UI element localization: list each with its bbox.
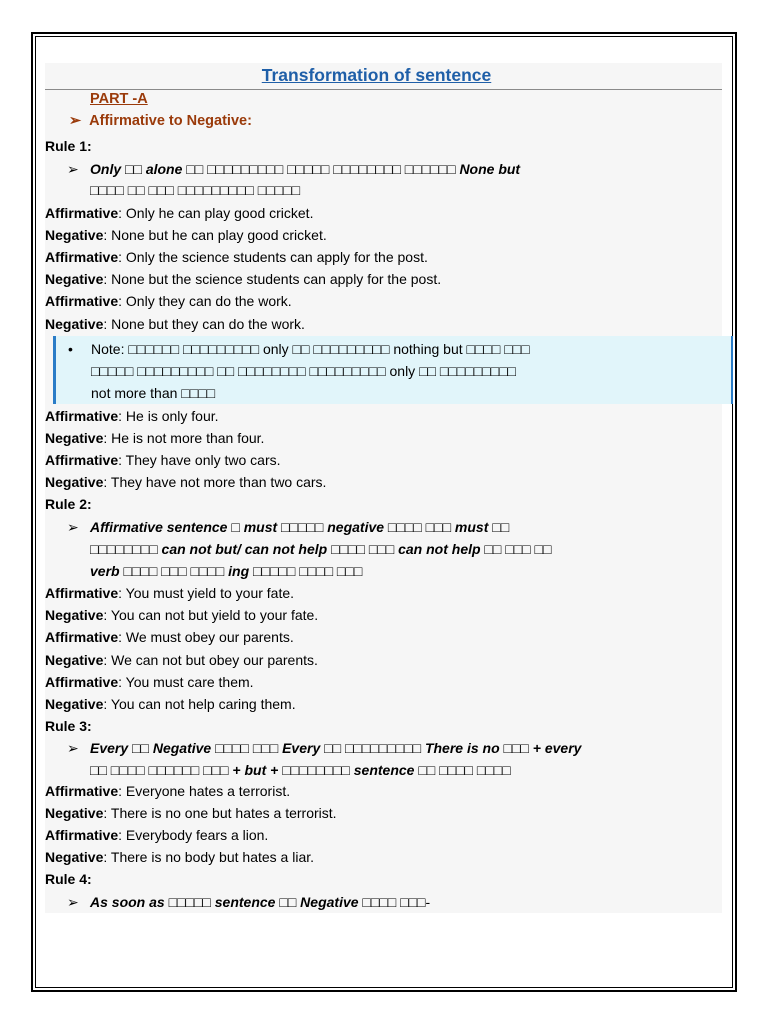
keyword: None but — [459, 161, 521, 177]
note-line: not more than □□□□ — [91, 385, 216, 401]
subheading-text: Affirmative to Negative: — [89, 113, 252, 129]
example-line: Affirmative: Only he can play good cricket. — [45, 205, 314, 221]
example-line: Negative: We can not but obey our parents. — [45, 652, 318, 668]
example-line: Negative: None but they can do the work. — [45, 316, 305, 332]
bullet-dot-icon: • — [68, 341, 73, 357]
example-line: Affirmative: We must obey our parents. — [45, 629, 294, 645]
example-line: Affirmative: He is only four. — [45, 408, 219, 424]
document-body: Transformation of sentence PART -A ➢ Affirmative to Negative: Rule 1: ➢ Only □□ alone □□ □□□□□□□□□ □□□□□ □□□□□□□□ □□□□□□ None but □□□□ □□ □□□ □□□□□□□□□ □□□□□ Affirmative: Only he can play good cricket. Negative: None but he can play good cricket. Affirmative: Only the science students can apply for the post. Negative: None but the science students can apply for the post. Affirmative: Only they can do the work. Negative: None but they can do the work. • Note: □□□□□□ □□□□□□□□□ only □□ □□□□□□□□□ nothing but □□□□ □□□ □□□□□ □□□□□□□□□ □□ □□□□□□□□ □□□□□□□□□ only □□ □□□□□□□□□ not more than □□□□ Affirmative: He is only four. Negative: He is not more than four. Affirmative: They have only two cars. Negative: They have not more than two cars. Rule 2: ➢ Affirmative sentence □ must □□□□□ negative □□□□ □□□ must □□ □□□□□□□□ can not but/ can not help □□□□ □□□ can not help □□ □□□ □□ verb □□□□ □□□ □□□□ ing □□□□□ □□□□ □□□ Affirmative: You must yield to your fate. Negative: You can not but yield to your fate. Affirmative: We must obey our parents. Negative: We can not but obey our parents. Affirmative: You must care them. Negative: You can not help caring them. Rule 3: ➢ Every □□ Negative □□□□ □□□ Every □□ □□□□□□□□□ There is no □□□ + every □□ □□□□ □□□□□□ □□□ + but + □□□□□□□□ sentence □□ □□□□ □□□□ Affirmative: Everyone hates a terrorist. Negative: There is no one but hates a terrorist. Affirmative: Everybody fears a lion. Negative: There is no body but hates a liar. Rule 4: ➢ As soon as □□□□□ sentence □□ Negative □□□□ □□□- — [45, 63, 722, 913]
note-box — [53, 336, 733, 404]
example-line: Affirmative: Everyone hates a terrorist. — [45, 783, 291, 799]
rule-3-label: Rule 3: — [45, 718, 92, 734]
example-line: Negative: None but he can play good cricket. — [45, 227, 327, 243]
rule-2-text-line2: □□□□□□□□ can not but/ can not help □□□□ □□□ can not help □□ □□□ □□ — [90, 541, 552, 557]
note-line: Note: □□□□□□ □□□□□□□□□ only □□ □□□□□□□□□ nothing but □□□□ □□□ — [91, 341, 530, 357]
example-line: Affirmative: Only the science students can apply for the post. — [45, 249, 428, 265]
arrow-bullet-icon: ➢ — [67, 740, 79, 756]
example-line: Affirmative: You must care them. — [45, 674, 254, 690]
example-line: Negative: He is not more than four. — [45, 430, 265, 446]
arrow-bullet-icon: ➢ — [67, 519, 79, 535]
example-line: Affirmative: They have only two cars. — [45, 452, 281, 468]
keyword: alone — [145, 161, 183, 177]
arrow-bullet-icon: ➢ — [69, 113, 82, 129]
arrow-bullet-icon: ➢ — [67, 894, 79, 910]
example-line: Negative: They have not more than two cars. — [45, 474, 327, 490]
rule-4-label: Rule 4: — [45, 871, 92, 887]
rule-2-label: Rule 2: — [45, 496, 92, 512]
example-line: Negative: There is no one but hates a terrorist. — [45, 805, 337, 821]
rule-1-label: Rule 1: — [45, 138, 92, 154]
subheading — [69, 113, 252, 129]
example-line: Negative: You can not help caring them. — [45, 696, 296, 712]
example-line: Negative: None but the science students can apply for the post. — [45, 271, 442, 287]
example-line: Negative: There is no body but hates a liar. — [45, 849, 315, 865]
rule-2-text-line3: verb □□□□ □□□ □□□□ ing □□□□□ □□□□ □□□ — [90, 563, 363, 579]
text: □□ □□□□□□□□□ □□□□□ □□□□□□□□ □□□□□□ — [182, 161, 460, 177]
rule-3-text-line2: □□ □□□□ □□□□□□ □□□ + but + □□□□□□□□ sentence □□ □□□□ □□□□ — [90, 762, 511, 778]
title-bar — [45, 63, 722, 90]
example-line: Affirmative: You must yield to your fate. — [45, 585, 295, 601]
example-line: Negative: You can not but yield to your fate. — [45, 607, 319, 623]
note-line: □□□□□ □□□□□□□□□ □□ □□□□□□□□ □□□□□□□□□ only □□ □□□□□□□□□ — [91, 363, 516, 379]
text: □□ — [121, 161, 146, 177]
arrow-bullet-icon: ➢ — [67, 161, 79, 177]
page-title: Transformation of sentence — [261, 65, 492, 85]
keyword: Only — [90, 161, 122, 177]
example-line: Affirmative: Only they can do the work. — [45, 293, 292, 309]
example-line: Affirmative: Everybody fears a lion. — [45, 827, 269, 843]
part-heading: PART -A — [90, 91, 148, 107]
rule-1-text-line2: □□□□ □□ □□□ □□□□□□□□□ □□□□□ — [90, 182, 301, 198]
